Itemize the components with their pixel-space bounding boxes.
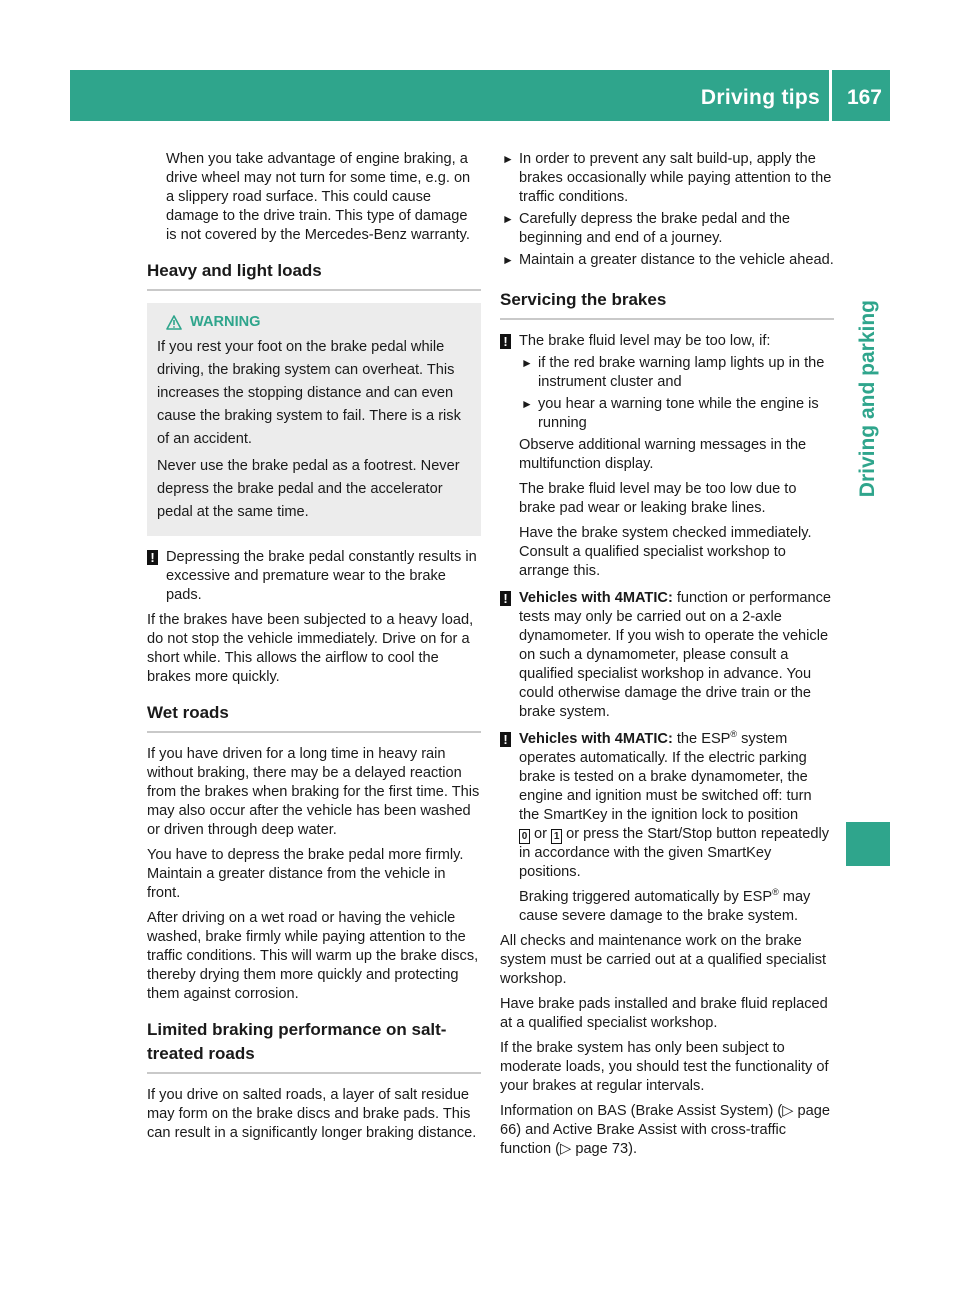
note-bold-lead: Vehicles with 4MATIC: <box>519 590 673 606</box>
exclamation-icon: ! <box>500 334 511 349</box>
chapter-tab-marker <box>846 822 890 866</box>
bas-info-text: Information on BAS (Brake Assist System) (▷ page 66) and Active Brake Assist with cross-traffic function (▷ page 73). <box>500 1103 831 1157</box>
registered-mark: ® <box>772 887 779 898</box>
warning-header <box>157 311 473 334</box>
checks-text: All checks and maintenance work on the brake system must be carried out at a qualified specialist workshop. <box>500 933 827 987</box>
warning-text-2: Never use the brake pedal as a footrest. Never depress the brake pedal and the accelerator pedal at the same time. <box>157 458 460 520</box>
heading-rule <box>147 289 481 291</box>
note-4matic-esp <box>500 730 834 926</box>
note-brake-fluid <box>500 332 834 581</box>
brake-pads-text: Have brake pads installed and brake fluid replaced at a qualified specialist workshop. <box>500 996 828 1031</box>
right-column <box>500 150 834 1165</box>
note-text: Braking triggered automatically by ESP® may cause severe damage to the brake system. <box>519 887 811 924</box>
page-ref-link[interactable]: page 66 <box>500 1103 831 1138</box>
warning-text-1: If you rest your foot on the brake pedal while driving, the braking system can overheat. This increases the stopping distance and can even cause the braking system to fail. There is a risk of an accident. <box>157 339 461 447</box>
bullet-icon: ► <box>521 397 533 411</box>
note-text: Have the brake system checked immediately. Consult a qualified specialist workshop to arrange this. <box>519 525 812 579</box>
bullet-icon: ► <box>521 356 533 370</box>
registered-mark: ® <box>730 729 738 740</box>
note-text: The brake fluid level may be too low due to brake pad wear or leaking brake lines. <box>519 481 797 516</box>
list-item: ► Maintain a greater distance to the vehicle ahead. <box>502 252 834 268</box>
key-position-0-icon: 0 <box>519 829 530 844</box>
bullet-icon: ► <box>502 253 514 267</box>
list-item: ► Carefully depress the brake pedal and the beginning and end of a journey. <box>502 211 790 246</box>
wet-roads-text-1: If you have driven for a long time in heavy rain without braking, there may be a delayed reaction from the brakes when braking for the first time. This may also occur after the vehicle has been washed or driven through deep water. <box>147 746 480 838</box>
salt-roads-text: If you drive on salted roads, a layer of salt residue may form on the brake discs and brake pads. This can result in a significantly longer braking distance. <box>147 1087 477 1141</box>
heading-heavy-light-loads: Heavy and light loads <box>147 261 322 280</box>
heading-rule <box>147 731 481 733</box>
section-title: Driving tips <box>700 86 820 109</box>
note-brake-wear <box>147 548 481 605</box>
list-item: ► if the red brake warning lamp lights up in the instrument cluster and <box>521 355 825 390</box>
heading-rule <box>500 318 834 320</box>
note-bold-lead: Vehicles with 4MATIC: <box>519 731 673 747</box>
heavy-load-text: If the brakes have been subjected to a heavy load, do not stop the vehicle immediately. Drive on for a short while. This allows the airflow to cool the brakes more quickly. <box>147 612 474 685</box>
note-lead: The brake fluid level may be too low, if: <box>519 333 771 349</box>
note-text: Depressing the brake pedal constantly results in excessive and premature wear to the brake pads. <box>166 549 477 603</box>
bullet-icon: ► <box>502 212 514 226</box>
note-text: Vehicles with 4MATIC: the ESP® system operates automatically. If the electric parking brake is tested on a brake dynamometer, the engine and ignition must be switched off: turn the SmartKey in the ignition lock to position 0 or 1 or press the Start/Stop button repeatedly in accordance with the given SmartKey positions. <box>519 729 829 880</box>
note-4matic-dynamometer <box>500 589 834 722</box>
note-text: function or performance tests may only be carried out on a 2-axle dynamometer. If you wish to operate the vehicle on such a dynamometer, please consult a qualified specialist workshop in advance. You could otherwise damage the drive train or the brake system. <box>519 590 831 720</box>
list-item: ► you hear a warning tone while the engine is running <box>521 396 819 431</box>
key-position-1-icon: 1 <box>551 829 562 844</box>
list-item: ► In order to prevent any salt build-up, apply the brakes occasionally while paying attention to the traffic conditions. <box>502 151 832 205</box>
exclamation-icon: ! <box>147 550 158 565</box>
chapter-tab-label: Driving and parking <box>856 300 879 498</box>
heading-rule <box>147 1072 481 1074</box>
heading-salt-treated-roads: Limited braking performance on salt-treated roads <box>147 1020 447 1063</box>
header-divider <box>829 70 832 121</box>
exclamation-icon: ! <box>500 732 511 747</box>
page-number: 167 <box>846 86 882 109</box>
page-ref-arrow-icon: ▷ <box>782 1103 794 1119</box>
moderate-loads-text: If the brake system has only been subject to moderate loads, you should test the functionality of your brakes at regular intervals. <box>500 1040 829 1094</box>
page-ref-link[interactable]: page 73 <box>575 1141 629 1157</box>
chapter-tab <box>846 300 890 580</box>
left-column <box>147 150 481 1149</box>
engine-braking-text: When you take advantage of engine braking, a drive wheel may not turn for some time, e.g. on a slippery road surface. This could cause damage to the drive train. This type of damage is not covered by the Mercedes-Benz warranty. <box>166 151 471 243</box>
note-text: Observe additional warning messages in the multifunction display. <box>519 437 807 472</box>
wet-roads-text-2: You have to depress the brake pedal more firmly. Maintain a greater distance from the vehicle in front. <box>147 847 464 901</box>
warning-triangle-icon <box>166 315 182 330</box>
wet-roads-text-3: After driving on a wet road or having the vehicle washed, brake firmly while paying attention to the traffic conditions. This will warm up the brake discs, thereby drying them more quickly and protecting them against corrosion. <box>147 910 479 1002</box>
warning-box <box>147 303 481 536</box>
heading-wet-roads: Wet roads <box>147 703 229 722</box>
bullet-icon: ► <box>502 152 514 166</box>
heading-servicing-brakes: Servicing the brakes <box>500 290 667 309</box>
page-header <box>70 70 890 121</box>
warning-label: WARNING <box>190 314 261 330</box>
page-ref-arrow-icon: ▷ <box>560 1141 572 1157</box>
exclamation-icon: ! <box>500 591 511 606</box>
